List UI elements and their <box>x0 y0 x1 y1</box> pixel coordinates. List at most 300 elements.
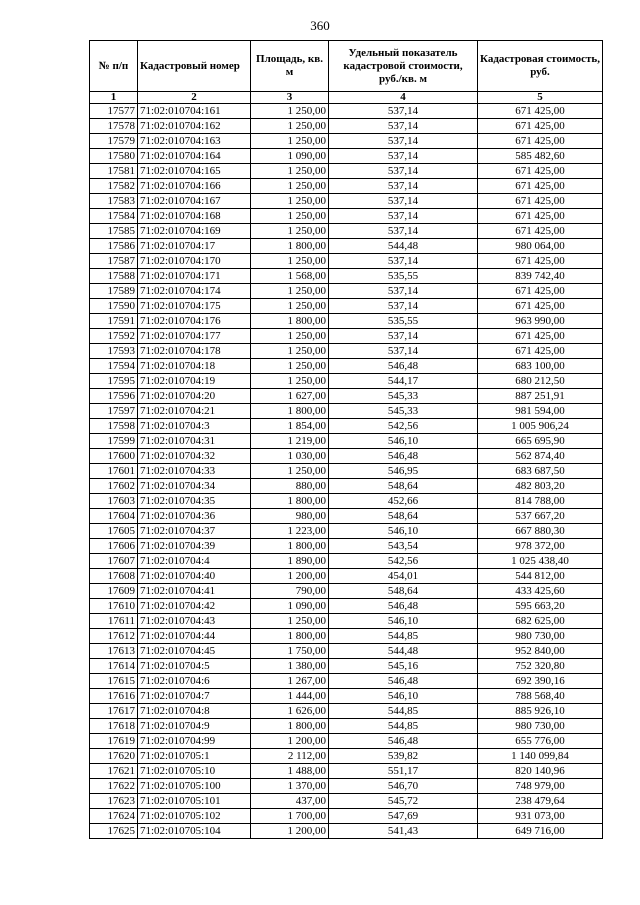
area-cell: 437,00 <box>251 794 329 809</box>
area-cell: 1 267,00 <box>251 674 329 689</box>
table-row <box>90 359 603 374</box>
specific-index-cell: 542,56 <box>329 419 478 434</box>
cadastral-number-cell: 71:02:010704:44 <box>138 629 251 644</box>
area-cell: 1 568,00 <box>251 269 329 284</box>
table-row <box>90 299 603 314</box>
specific-index-cell: 546,95 <box>329 464 478 479</box>
area-cell: 1 626,00 <box>251 704 329 719</box>
row-number-cell: 17579 <box>90 134 138 149</box>
table-row <box>90 719 603 734</box>
specific-index-cell: 546,48 <box>329 599 478 614</box>
table-row <box>90 269 603 284</box>
specific-index-cell: 546,10 <box>329 434 478 449</box>
table-row <box>90 509 603 524</box>
area-cell: 1 750,00 <box>251 644 329 659</box>
cadastral-cost-cell: 562 874,40 <box>478 449 603 464</box>
row-number-cell: 17578 <box>90 119 138 134</box>
area-cell: 1 890,00 <box>251 554 329 569</box>
row-number-cell: 17597 <box>90 404 138 419</box>
specific-index-cell: 537,14 <box>329 149 478 164</box>
cadastral-number-cell: 71:02:010704:171 <box>138 269 251 284</box>
table-row <box>90 644 603 659</box>
table-row <box>90 809 603 824</box>
area-cell: 1 250,00 <box>251 344 329 359</box>
cadastral-cost-cell: 671 425,00 <box>478 104 603 119</box>
cadastral-number-cell: 71:02:010705:100 <box>138 779 251 794</box>
specific-index-cell: 454,01 <box>329 569 478 584</box>
cadastral-number-cell: 71:02:010704:35 <box>138 494 251 509</box>
cadastral-cost-cell: 537 667,20 <box>478 509 603 524</box>
column-number: 2 <box>138 92 251 104</box>
cadastral-cost-cell: 671 425,00 <box>478 209 603 224</box>
table-row <box>90 284 603 299</box>
area-cell: 880,00 <box>251 479 329 494</box>
area-cell: 1 700,00 <box>251 809 329 824</box>
specific-index-cell: 537,14 <box>329 164 478 179</box>
cadastral-number-cell: 71:02:010704:7 <box>138 689 251 704</box>
cadastral-number-cell: 71:02:010705:1 <box>138 749 251 764</box>
specific-index-cell: 537,14 <box>329 134 478 149</box>
cadastral-number-cell: 71:02:010704:18 <box>138 359 251 374</box>
table-row <box>90 179 603 194</box>
cadastral-cost-cell: 667 880,30 <box>478 524 603 539</box>
cadastral-number-cell: 71:02:010704:99 <box>138 734 251 749</box>
specific-index-cell: 537,14 <box>329 254 478 269</box>
cadastral-cost-cell: 544 812,00 <box>478 569 603 584</box>
cadastral-number-cell: 71:02:010704:42 <box>138 599 251 614</box>
cadastral-cost-cell: 433 425,60 <box>478 584 603 599</box>
cadastral-cost-cell: 682 625,00 <box>478 614 603 629</box>
table-row <box>90 749 603 764</box>
area-cell: 1 250,00 <box>251 209 329 224</box>
area-cell: 1 800,00 <box>251 629 329 644</box>
cadastral-cost-cell: 671 425,00 <box>478 254 603 269</box>
specific-index-cell: 537,14 <box>329 224 478 239</box>
specific-index-cell: 537,14 <box>329 329 478 344</box>
specific-index-cell: 546,10 <box>329 614 478 629</box>
row-number-cell: 17599 <box>90 434 138 449</box>
table-row <box>90 629 603 644</box>
area-cell: 1 250,00 <box>251 119 329 134</box>
cadastral-number-cell: 71:02:010704:36 <box>138 509 251 524</box>
row-number-cell: 17593 <box>90 344 138 359</box>
area-cell: 1 250,00 <box>251 614 329 629</box>
cadastral-number-cell: 71:02:010704:163 <box>138 134 251 149</box>
area-cell: 1 800,00 <box>251 539 329 554</box>
specific-index-cell: 544,85 <box>329 719 478 734</box>
row-number-cell: 17601 <box>90 464 138 479</box>
row-number-cell: 17596 <box>90 389 138 404</box>
table-row <box>90 314 603 329</box>
table-row <box>90 239 603 254</box>
cadastral-number-cell: 71:02:010704:40 <box>138 569 251 584</box>
table-row <box>90 524 603 539</box>
row-number-cell: 17621 <box>90 764 138 779</box>
cadastral-number-cell: 71:02:010704:162 <box>138 119 251 134</box>
cadastral-cost-cell: 671 425,00 <box>478 329 603 344</box>
cadastral-number-cell: 71:02:010704:170 <box>138 254 251 269</box>
cadastral-cost-cell: 671 425,00 <box>478 179 603 194</box>
cadastral-cost-cell: 655 776,00 <box>478 734 603 749</box>
specific-index-cell: 537,14 <box>329 104 478 119</box>
cadastral-number-cell: 71:02:010704:43 <box>138 614 251 629</box>
table-row <box>90 329 603 344</box>
column-number: 5 <box>478 92 603 104</box>
header-cadastral-number: Кадастровый номер <box>138 41 251 92</box>
cadastral-number-cell: 71:02:010704:177 <box>138 329 251 344</box>
table-row <box>90 764 603 779</box>
row-number-cell: 17617 <box>90 704 138 719</box>
cadastral-cost-cell: 885 926,10 <box>478 704 603 719</box>
specific-index-cell: 544,85 <box>329 629 478 644</box>
row-number-cell: 17602 <box>90 479 138 494</box>
area-cell: 1 250,00 <box>251 179 329 194</box>
row-number-cell: 17624 <box>90 809 138 824</box>
cadastral-cost-cell: 839 742,40 <box>478 269 603 284</box>
area-cell: 1 250,00 <box>251 254 329 269</box>
specific-index-cell: 544,85 <box>329 704 478 719</box>
cadastral-cost-cell: 981 594,00 <box>478 404 603 419</box>
specific-index-cell: 537,14 <box>329 194 478 209</box>
table-row <box>90 374 603 389</box>
row-number-cell: 17598 <box>90 419 138 434</box>
row-number-cell: 17618 <box>90 719 138 734</box>
cadastral-cost-cell: 980 730,00 <box>478 719 603 734</box>
cadastral-cost-cell: 680 212,50 <box>478 374 603 389</box>
row-number-cell: 17622 <box>90 779 138 794</box>
area-cell: 1 854,00 <box>251 419 329 434</box>
row-number-cell: 17608 <box>90 569 138 584</box>
table-row <box>90 824 603 839</box>
area-cell: 1 370,00 <box>251 779 329 794</box>
row-number-cell: 17605 <box>90 524 138 539</box>
cadastral-number-cell: 71:02:010704:176 <box>138 314 251 329</box>
specific-index-cell: 537,14 <box>329 284 478 299</box>
area-cell: 1 250,00 <box>251 194 329 209</box>
table-row <box>90 494 603 509</box>
cadastral-cost-cell: 1 140 099,84 <box>478 749 603 764</box>
cadastral-number-cell: 71:02:010704:6 <box>138 674 251 689</box>
cadastral-cost-cell: 671 425,00 <box>478 344 603 359</box>
row-number-cell: 17581 <box>90 164 138 179</box>
specific-index-cell: 535,55 <box>329 314 478 329</box>
row-number-cell: 17611 <box>90 614 138 629</box>
cadastral-cost-cell: 887 251,91 <box>478 389 603 404</box>
cadastral-number-cell: 71:02:010705:104 <box>138 824 251 839</box>
specific-index-cell: 546,10 <box>329 689 478 704</box>
cadastral-cost-cell: 671 425,00 <box>478 134 603 149</box>
table-row <box>90 404 603 419</box>
cadastral-cost-cell: 963 990,00 <box>478 314 603 329</box>
area-cell: 1 250,00 <box>251 374 329 389</box>
table-row <box>90 704 603 719</box>
table-row <box>90 194 603 209</box>
table-row <box>90 119 603 134</box>
specific-index-cell: 545,16 <box>329 659 478 674</box>
specific-index-cell: 537,14 <box>329 209 478 224</box>
row-number-cell: 17616 <box>90 689 138 704</box>
cadastral-cost-cell: 671 425,00 <box>478 299 603 314</box>
row-number-cell: 17615 <box>90 674 138 689</box>
row-number-cell: 17607 <box>90 554 138 569</box>
cadastral-cost-cell: 238 479,64 <box>478 794 603 809</box>
cadastral-cost-cell: 671 425,00 <box>478 164 603 179</box>
area-cell: 1 380,00 <box>251 659 329 674</box>
cadastral-number-cell: 71:02:010704:168 <box>138 209 251 224</box>
specific-index-cell: 537,14 <box>329 179 478 194</box>
area-cell: 1 800,00 <box>251 239 329 254</box>
cadastral-number-cell: 71:02:010704:169 <box>138 224 251 239</box>
table-row <box>90 164 603 179</box>
row-number-cell: 17589 <box>90 284 138 299</box>
cadastral-cost-cell: 692 390,16 <box>478 674 603 689</box>
specific-index-cell: 551,17 <box>329 764 478 779</box>
row-number-cell: 17606 <box>90 539 138 554</box>
cadastral-number-cell: 71:02:010704:32 <box>138 449 251 464</box>
specific-index-cell: 548,64 <box>329 509 478 524</box>
table-row <box>90 569 603 584</box>
area-cell: 1 800,00 <box>251 494 329 509</box>
cadastral-number-cell: 71:02:010705:10 <box>138 764 251 779</box>
table-row <box>90 479 603 494</box>
row-number-cell: 17582 <box>90 179 138 194</box>
specific-index-cell: 548,64 <box>329 584 478 599</box>
cadastral-number-cell: 71:02:010704:8 <box>138 704 251 719</box>
area-cell: 1 200,00 <box>251 824 329 839</box>
row-number-cell: 17586 <box>90 239 138 254</box>
specific-index-cell: 547,69 <box>329 809 478 824</box>
cadastral-number-cell: 71:02:010704:34 <box>138 479 251 494</box>
cadastral-cost-cell: 752 320,80 <box>478 659 603 674</box>
cadastral-cost-cell: 665 695,90 <box>478 434 603 449</box>
specific-index-cell: 546,48 <box>329 734 478 749</box>
table-row <box>90 434 603 449</box>
row-number-cell: 17588 <box>90 269 138 284</box>
area-cell: 1 250,00 <box>251 164 329 179</box>
cadastral-number-cell: 71:02:010704:167 <box>138 194 251 209</box>
cadastral-cost-cell: 649 716,00 <box>478 824 603 839</box>
area-cell: 1 090,00 <box>251 149 329 164</box>
table-row <box>90 464 603 479</box>
specific-index-cell: 452,66 <box>329 494 478 509</box>
table-row <box>90 734 603 749</box>
specific-index-cell: 545,72 <box>329 794 478 809</box>
page-number: 360 <box>310 18 330 33</box>
header-num: № п/п <box>90 41 138 92</box>
table-row <box>90 659 603 674</box>
row-number-cell: 17594 <box>90 359 138 374</box>
cadastral-cost-cell: 748 979,00 <box>478 779 603 794</box>
table-row <box>90 389 603 404</box>
table-row <box>90 224 603 239</box>
row-number-cell: 17609 <box>90 584 138 599</box>
table-row <box>90 254 603 269</box>
area-cell: 1 800,00 <box>251 314 329 329</box>
table-row <box>90 134 603 149</box>
cadastral-number-cell: 71:02:010704:161 <box>138 104 251 119</box>
row-number-cell: 17592 <box>90 329 138 344</box>
row-number-cell: 17600 <box>90 449 138 464</box>
header-area: Площадь, кв. м <box>251 41 329 92</box>
cadastral-number-cell: 71:02:010704:39 <box>138 539 251 554</box>
cadastral-number-cell: 71:02:010704:5 <box>138 659 251 674</box>
cadastral-number-cell: 71:02:010704:21 <box>138 404 251 419</box>
area-cell: 1 250,00 <box>251 134 329 149</box>
area-cell: 2 112,00 <box>251 749 329 764</box>
area-cell: 1 250,00 <box>251 359 329 374</box>
area-cell: 1 200,00 <box>251 734 329 749</box>
column-number: 3 <box>251 92 329 104</box>
specific-index-cell: 546,48 <box>329 674 478 689</box>
area-cell: 1 800,00 <box>251 719 329 734</box>
row-number-cell: 17623 <box>90 794 138 809</box>
area-cell: 1 090,00 <box>251 599 329 614</box>
specific-index-cell: 543,54 <box>329 539 478 554</box>
table-row <box>90 614 603 629</box>
cadastral-cost-cell: 952 840,00 <box>478 644 603 659</box>
specific-index-cell: 545,33 <box>329 404 478 419</box>
row-number-cell: 17591 <box>90 314 138 329</box>
area-cell: 1 219,00 <box>251 434 329 449</box>
table-row <box>90 449 603 464</box>
cadastral-cost-cell: 585 482,60 <box>478 149 603 164</box>
cadastral-number-cell: 71:02:010704:9 <box>138 719 251 734</box>
row-number-cell: 17610 <box>90 599 138 614</box>
table-row <box>90 674 603 689</box>
table-row <box>90 584 603 599</box>
cadastral-number-cell: 71:02:010704:178 <box>138 344 251 359</box>
cadastral-number-cell: 71:02:010704:164 <box>138 149 251 164</box>
specific-index-cell: 545,33 <box>329 389 478 404</box>
area-cell: 1 800,00 <box>251 404 329 419</box>
row-number-cell: 17590 <box>90 299 138 314</box>
cadastral-number-cell: 71:02:010704:165 <box>138 164 251 179</box>
column-number-row <box>90 92 603 104</box>
area-cell: 790,00 <box>251 584 329 599</box>
area-cell: 1 200,00 <box>251 569 329 584</box>
row-number-cell: 17619 <box>90 734 138 749</box>
table-body <box>90 104 603 839</box>
area-cell: 1 250,00 <box>251 329 329 344</box>
cadastral-cost-cell: 1 005 906,24 <box>478 419 603 434</box>
specific-index-cell: 546,70 <box>329 779 478 794</box>
area-cell: 1 250,00 <box>251 224 329 239</box>
header-cadastral-cost: Кадастровая стоимость, руб. <box>478 41 603 92</box>
row-number-cell: 17612 <box>90 629 138 644</box>
row-number-cell: 17577 <box>90 104 138 119</box>
row-number-cell: 17604 <box>90 509 138 524</box>
cadastral-cost-cell: 820 140,96 <box>478 764 603 779</box>
cadastral-cost-cell: 683 687,50 <box>478 464 603 479</box>
row-number-cell: 17583 <box>90 194 138 209</box>
cadastral-cost-cell: 931 073,00 <box>478 809 603 824</box>
cadastral-cost-cell: 683 100,00 <box>478 359 603 374</box>
cadastral-cost-cell: 978 372,00 <box>478 539 603 554</box>
specific-index-cell: 537,14 <box>329 299 478 314</box>
specific-index-cell: 541,43 <box>329 824 478 839</box>
area-cell: 1 223,00 <box>251 524 329 539</box>
specific-index-cell: 539,82 <box>329 749 478 764</box>
cadastral-cost-table <box>89 40 603 839</box>
table-row <box>90 689 603 704</box>
cadastral-number-cell: 71:02:010704:19 <box>138 374 251 389</box>
specific-index-cell: 544,48 <box>329 644 478 659</box>
specific-index-cell: 546,10 <box>329 524 478 539</box>
specific-index-cell: 548,64 <box>329 479 478 494</box>
cadastral-number-cell: 71:02:010705:102 <box>138 809 251 824</box>
cadastral-cost-cell: 788 568,40 <box>478 689 603 704</box>
area-cell: 1 250,00 <box>251 464 329 479</box>
column-number: 4 <box>329 92 478 104</box>
table-row <box>90 419 603 434</box>
table-row <box>90 539 603 554</box>
row-number-cell: 17584 <box>90 209 138 224</box>
cadastral-cost-cell: 980 064,00 <box>478 239 603 254</box>
area-cell: 1 488,00 <box>251 764 329 779</box>
specific-index-cell: 537,14 <box>329 344 478 359</box>
row-number-cell: 17595 <box>90 374 138 389</box>
cadastral-cost-cell: 671 425,00 <box>478 224 603 239</box>
cadastral-number-cell: 71:02:010704:37 <box>138 524 251 539</box>
area-cell: 1 444,00 <box>251 689 329 704</box>
table-header-row <box>90 41 603 92</box>
area-cell: 1 030,00 <box>251 449 329 464</box>
table-row <box>90 344 603 359</box>
table-row <box>90 209 603 224</box>
cadastral-number-cell: 71:02:010704:17 <box>138 239 251 254</box>
cadastral-number-cell: 71:02:010704:33 <box>138 464 251 479</box>
cadastral-cost-cell: 671 425,00 <box>478 284 603 299</box>
cadastral-cost-cell: 1 025 438,40 <box>478 554 603 569</box>
area-cell: 980,00 <box>251 509 329 524</box>
area-cell: 1 250,00 <box>251 284 329 299</box>
column-number: 1 <box>90 92 138 104</box>
table-row <box>90 104 603 119</box>
cadastral-number-cell: 71:02:010704:31 <box>138 434 251 449</box>
row-number-cell: 17585 <box>90 224 138 239</box>
specific-index-cell: 546,48 <box>329 359 478 374</box>
row-number-cell: 17625 <box>90 824 138 839</box>
cadastral-number-cell: 71:02:010704:4 <box>138 554 251 569</box>
row-number-cell: 17587 <box>90 254 138 269</box>
cadastral-cost-cell: 980 730,00 <box>478 629 603 644</box>
row-number-cell: 17620 <box>90 749 138 764</box>
table-row <box>90 149 603 164</box>
cadastral-number-cell: 71:02:010704:3 <box>138 419 251 434</box>
cadastral-cost-cell: 671 425,00 <box>478 119 603 134</box>
specific-index-cell: 537,14 <box>329 119 478 134</box>
cadastral-cost-cell: 814 788,00 <box>478 494 603 509</box>
specific-index-cell: 542,56 <box>329 554 478 569</box>
table-row <box>90 779 603 794</box>
cadastral-number-cell: 71:02:010705:101 <box>138 794 251 809</box>
area-cell: 1 627,00 <box>251 389 329 404</box>
area-cell: 1 250,00 <box>251 104 329 119</box>
row-number-cell: 17580 <box>90 149 138 164</box>
cadastral-number-cell: 71:02:010704:166 <box>138 179 251 194</box>
cadastral-number-cell: 71:02:010704:45 <box>138 644 251 659</box>
cadastral-number-cell: 71:02:010704:20 <box>138 389 251 404</box>
area-cell: 1 250,00 <box>251 299 329 314</box>
cadastral-cost-cell: 482 803,20 <box>478 479 603 494</box>
table-row <box>90 599 603 614</box>
specific-index-cell: 544,17 <box>329 374 478 389</box>
cadastral-cost-cell: 671 425,00 <box>478 194 603 209</box>
cadastral-number-cell: 71:02:010704:174 <box>138 284 251 299</box>
row-number-cell: 17614 <box>90 659 138 674</box>
specific-index-cell: 535,55 <box>329 269 478 284</box>
cadastral-number-cell: 71:02:010704:41 <box>138 584 251 599</box>
